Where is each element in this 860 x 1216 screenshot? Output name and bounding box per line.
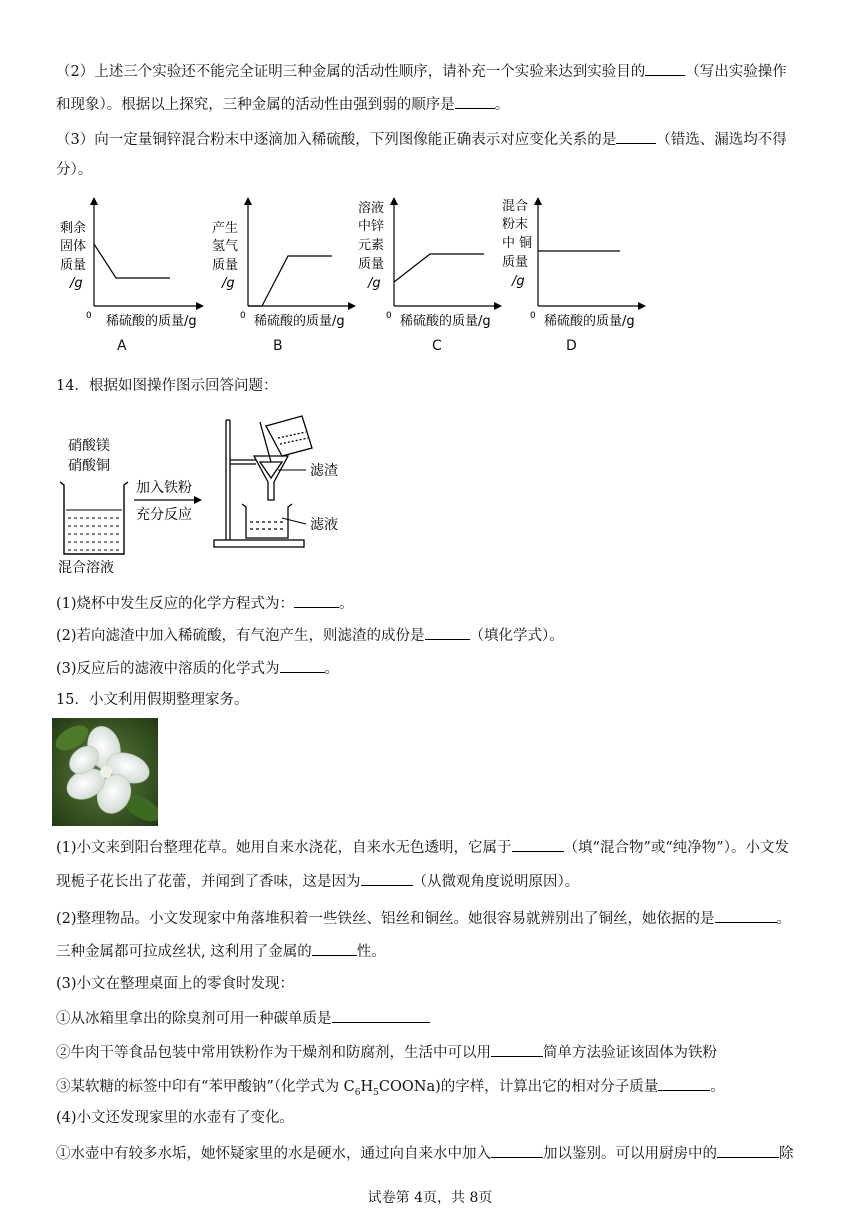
answer-blank[interactable] (717, 1142, 779, 1158)
text: ②牛肉干等食品包装中常用铁粉作为干燥剂和防腐剂，生活中可以用 (56, 1045, 491, 1061)
text: ③某软糖的标签中印有“苯甲酸钠”（化学式为 C (56, 1079, 355, 1095)
question-title: 14．根据如图操作图示回答问题： (56, 378, 278, 394)
q14-s1 (56, 592, 354, 614)
label-filtrate: 滤液 (310, 517, 338, 533)
graph-a-letter: A (117, 338, 127, 354)
text: 除 (779, 1146, 794, 1162)
ylabel: 混合 (502, 199, 529, 214)
arrow-bottom-text: 充分反应 (136, 507, 192, 523)
text: 加以鉴别。可以用厨房中的 (543, 1146, 717, 1162)
q15-s1-l1 (56, 836, 789, 858)
ylabel: /g (222, 276, 235, 291)
filtration-stand-icon (214, 416, 312, 547)
text: (1)烧杯中发生反应的化学方程式为： (56, 596, 295, 612)
q15-title (56, 690, 248, 710)
xlabel: 稀硫酸的质量/g (544, 314, 635, 329)
q13-p3-line1 (56, 128, 787, 150)
subscript: 5 (373, 1087, 379, 1098)
q15-s1-l2 (56, 870, 579, 892)
ylabel: 质量 (502, 255, 529, 270)
answer-blank[interactable] (512, 836, 564, 852)
answer-blank[interactable] (280, 657, 325, 673)
answer-blank[interactable] (361, 870, 413, 886)
ylabel: 中锌 (358, 219, 385, 234)
text: （写出实验操作 (685, 64, 787, 80)
origin-label: 0 (386, 311, 392, 321)
graph-c (356, 194, 506, 333)
page-footer: 试卷第 4页，共 8页 (367, 1190, 493, 1206)
q15-s2-l1 (56, 907, 791, 929)
ylabel: 中 铜 (502, 236, 533, 251)
q15-s3-title (56, 974, 294, 994)
text: 。 (710, 1079, 725, 1095)
q15-s4-i1 (56, 1142, 794, 1164)
answer-blank[interactable] (332, 1007, 430, 1023)
graph-d-letter: D (566, 338, 577, 354)
answer-blank[interactable] (645, 60, 685, 76)
answer-blank[interactable] (294, 592, 339, 608)
text: （填“混合物”或“纯净物”）。小文发 (563, 840, 789, 856)
q14-s2 (56, 624, 564, 646)
text: (3)小文在整理桌面上的零食时发现： (56, 976, 295, 992)
xlabel: 稀硫酸的质量/g (400, 314, 491, 329)
xlabel: 稀硫酸的质量/g (106, 314, 197, 329)
text: 分）。 (56, 162, 93, 178)
q15-s3-i2 (56, 1041, 717, 1063)
text: (4)小文还发现家里的水壶有了变化。 (56, 1110, 295, 1126)
xlabel: 稀硫酸的质量/g (254, 314, 345, 329)
label-residue: 滤渣 (310, 463, 338, 479)
answer-blank[interactable] (425, 624, 470, 640)
q14-figure (56, 412, 356, 581)
ylabel: 溶液 (358, 201, 385, 216)
text: （3）向一定量铜锌混合粉末中逐滴加入稀硫酸，下列图像能正确表示对应变化关系的是 (56, 132, 617, 148)
text: (3)反应后的滤液中溶质的化学式为 (56, 661, 280, 677)
text: (1)小文来到阳台整理花草。她用自来水浇花，自来水无色透明，它属于 (56, 840, 512, 856)
ylabel: /g (70, 276, 83, 291)
label-cu-nitrate: 硝酸铜 (68, 458, 110, 474)
graph-a (58, 194, 208, 333)
origin-label: 0 (86, 311, 92, 321)
origin-label: 0 (240, 311, 246, 321)
answer-blank[interactable] (715, 907, 777, 923)
origin-label: 0 (530, 311, 536, 321)
subscript: 6 (354, 1087, 361, 1098)
text: 。 (494, 97, 510, 113)
ylabel: 粉末 (502, 217, 529, 232)
ylabel: 元素 (358, 238, 385, 253)
answer-blank[interactable] (491, 1041, 543, 1057)
arrow-top-text: 加入铁粉 (136, 480, 192, 496)
q15-s2-l2 (56, 940, 386, 962)
text: (2)整理物品。小文发现家中角落堆积着一些铁丝、铝丝和铜丝。她很容易就辨别出了铜丝，她依据的是 (56, 911, 715, 927)
text: 现栀子花长出了花蕾，并闻到了香味，这是因为 (56, 874, 361, 890)
gardenia-photo (52, 718, 158, 826)
text: ①从冰箱里拿出的除臭剂可用一种碳单质是 (56, 1011, 332, 1027)
beaker-icon (60, 482, 128, 554)
q15-s4-title (56, 1108, 294, 1128)
graph-c-letter: C (432, 338, 442, 354)
answer-blank[interactable] (616, 128, 656, 144)
ylabel: /g (512, 274, 525, 289)
answer-blank[interactable] (455, 93, 495, 109)
graph-d (500, 194, 650, 333)
text: (2)若向滤渣中加入稀硫酸，有气泡产生，则滤渣的成份是 (56, 628, 425, 644)
ylabel: /g (368, 276, 381, 291)
ylabel: 固体 (60, 239, 87, 254)
q13-p2-line1 (56, 60, 787, 82)
text: （错选、漏选均不得 (656, 132, 787, 148)
answer-blank[interactable] (658, 1075, 710, 1091)
ylabel: 氢气 (212, 239, 239, 254)
text: 性。 (356, 944, 386, 960)
ylabel: 剩余 (60, 221, 87, 236)
text: （2）上述三个实验还不能完全证明三种金属的活动性顺序，请补充一个实验来达到实验目的 (56, 64, 646, 80)
text: H (360, 1079, 374, 1095)
ylabel: 质量 (60, 258, 87, 273)
text: 。 (776, 911, 792, 927)
text: 和现象）。根据以上探究，三种金属的活动性由强到弱的顺序是 (56, 97, 455, 113)
text: ①水壶中有较多水垢，她怀疑家里的水是硬水，通过向自来水中加入 (56, 1146, 491, 1162)
answer-blank[interactable] (312, 940, 357, 956)
text: COONa)的字样，计算出它的相对分子质量 (378, 1079, 659, 1095)
answer-blank[interactable] (491, 1142, 543, 1158)
label-mixed-solution: 混合溶液 (58, 560, 114, 576)
ylabel: 产生 (212, 221, 239, 236)
text: 。 (324, 661, 340, 677)
q13-p2-line2 (56, 93, 509, 115)
q14-title (56, 376, 277, 396)
text: （填化学式）。 (469, 628, 564, 644)
text: 三种金属都可拉成丝状, 这利用了金属的 (56, 944, 312, 960)
q14-s3 (56, 657, 339, 679)
q15-s3-i1 (56, 1007, 430, 1029)
ylabel: 质量 (358, 257, 385, 272)
label-mg-nitrate: 硝酸镁 (68, 438, 110, 454)
graph-b (210, 194, 360, 333)
text: （从微观角度说明原因）。 (412, 874, 580, 890)
question-title: 15．小文利用假期整理家务。 (56, 692, 249, 708)
q13-p3-line2 (56, 160, 92, 180)
graph-b-letter: B (273, 338, 283, 354)
q15-s3-i3 (56, 1075, 725, 1103)
text: 简单方法验证该固体为铁粉 (543, 1045, 717, 1061)
text: 。 (339, 596, 354, 612)
ylabel: 质量 (212, 258, 239, 273)
